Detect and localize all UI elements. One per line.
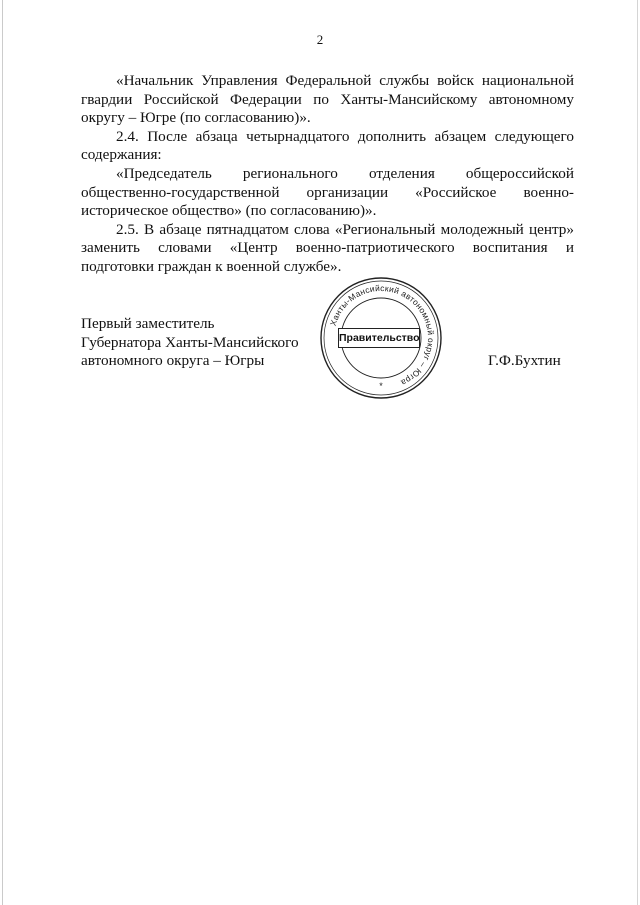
- page-number: 2: [316, 32, 324, 47]
- seal-bottom-star: *: [379, 381, 383, 391]
- signatory-title-line: Первый заместитель: [81, 315, 215, 332]
- scan-edge-right: [637, 0, 638, 905]
- seal-ring-text: Ханты-Мансийский автономный округ – Югра: [327, 282, 437, 389]
- seal-center-label: Правительство: [338, 328, 420, 348]
- signatory-title: [81, 315, 321, 371]
- scan-edge-left: [2, 0, 3, 905]
- paragraph-guard-chief: «Начальник Управления Федеральной службы войск национальной гвардии Российской Федерации по Ханты-Мансийскому автономному округу – Югре (по согласованию)».: [81, 72, 574, 127]
- paragraph-military-history-society: «Председатель регионального отделения общероссийской общественно-государственной организации «Российское военно-историческое общество» (по согласованию)».: [81, 164, 574, 220]
- paragraph-item-2-5: 2.5. В абзаце пятнадцатом слова «Региональный молодежный центр» заменить словами «Центр военно-патриотического воспитания и подготовки граждан к военной службе».: [81, 220, 574, 275]
- paragraph-item-2-4: 2.4. После абзаца четырнадцатого дополнить абзацем следующего содержания:: [81, 127, 574, 164]
- official-seal: [318, 275, 444, 401]
- signatory-title-line: Губернатора Ханты-Мансийского: [81, 333, 299, 351]
- document-body: [81, 72, 574, 277]
- signatory-name: Г.Ф.Бухтин: [488, 352, 561, 369]
- signatory-title-line: автономного округа – Югры: [81, 352, 265, 370]
